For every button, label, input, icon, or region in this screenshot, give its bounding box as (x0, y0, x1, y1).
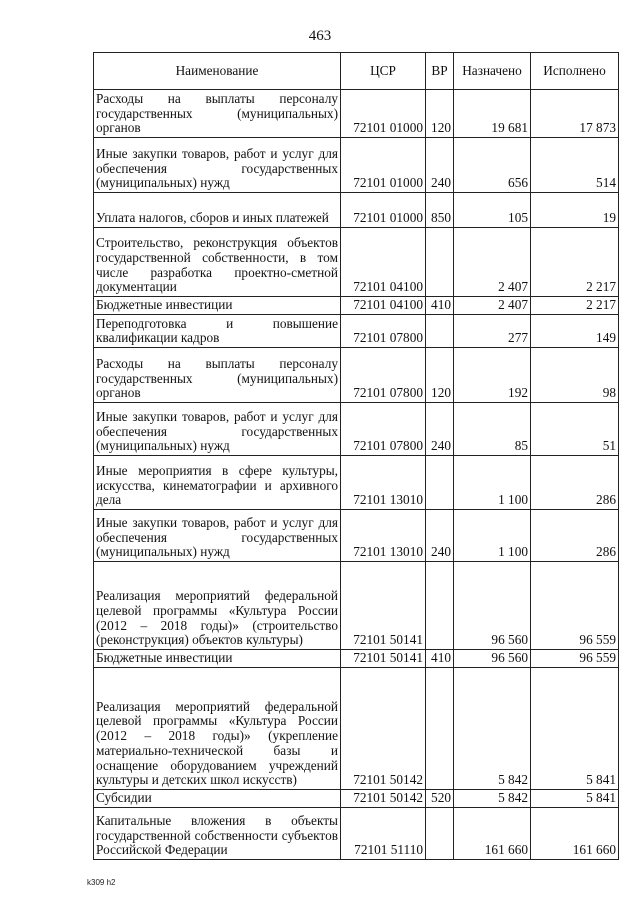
table-row (94, 403, 619, 456)
row-vr (426, 456, 454, 510)
header-csr: ЦСР (341, 53, 426, 90)
row-vr: 520 (426, 790, 454, 808)
row-executed: 2 217 (531, 228, 619, 297)
table-row (94, 193, 619, 228)
table-row (94, 510, 619, 562)
row-assigned: 96 560 (454, 562, 531, 650)
table-row (94, 562, 619, 650)
row-vr: 240 (426, 138, 454, 193)
header-name: Наименование (94, 53, 341, 90)
row-assigned: 5 842 (454, 668, 531, 790)
row-executed: 51 (531, 403, 619, 456)
table-row (94, 348, 619, 403)
row-executed: 17 873 (531, 90, 619, 138)
row-assigned: 5 842 (454, 790, 531, 808)
row-assigned: 1 100 (454, 510, 531, 562)
row-assigned: 2 407 (454, 297, 531, 315)
table-row (94, 650, 619, 668)
row-executed: 286 (531, 510, 619, 562)
row-assigned: 192 (454, 348, 531, 403)
header-assigned: Назначено (454, 53, 531, 90)
row-csr: 72101 04100 (341, 297, 426, 315)
row-csr: 72101 13010 (341, 456, 426, 510)
row-executed: 98 (531, 348, 619, 403)
header-vr: ВР (426, 53, 454, 90)
row-vr (426, 668, 454, 790)
row-executed: 161 660 (531, 808, 619, 860)
table-row (94, 456, 619, 510)
row-csr: 72101 07800 (341, 315, 426, 348)
row-name: Расходы на выплаты персоналу государственных (муниципальных) органов (94, 348, 341, 403)
row-csr: 72101 01000 (341, 90, 426, 138)
row-name: Иные мероприятия в сфере культуры, искусства, кинематографии и архивного дела (94, 456, 341, 510)
row-executed: 19 (531, 193, 619, 228)
budget-table (93, 52, 619, 860)
row-name: Реализация мероприятий федеральной целевой программы «Культура России (2012 – 2018 годы)» (строительство (реконструкция) объектов культуры) (94, 562, 341, 650)
row-csr: 72101 07800 (341, 403, 426, 456)
row-executed: 2 217 (531, 297, 619, 315)
row-vr: 410 (426, 297, 454, 315)
row-assigned: 2 407 (454, 228, 531, 297)
row-name: Реализация мероприятий федеральной целевой программы «Культура России (2012 – 2018 годы)» (укрепление материально-технической базы и оснащение оборудованием учреждений культуры и детских школ искусств) (94, 668, 341, 790)
row-name: Субсидии (94, 790, 341, 808)
row-name: Иные закупки товаров, работ и услуг для обеспечения государственных (муниципальных) нужд (94, 403, 341, 456)
footer-code: k309 h2 (87, 878, 116, 887)
table-header-row (94, 53, 619, 90)
row-vr (426, 562, 454, 650)
row-vr: 240 (426, 510, 454, 562)
row-csr: 72101 13010 (341, 510, 426, 562)
table-row (94, 790, 619, 808)
row-assigned: 96 560 (454, 650, 531, 668)
row-csr: 72101 51110 (341, 808, 426, 860)
row-vr (426, 228, 454, 297)
table-row (94, 138, 619, 193)
table-row (94, 228, 619, 297)
row-assigned: 19 681 (454, 90, 531, 138)
row-vr: 120 (426, 90, 454, 138)
row-vr: 410 (426, 650, 454, 668)
row-assigned: 1 100 (454, 456, 531, 510)
table-row (94, 297, 619, 315)
row-executed: 96 559 (531, 650, 619, 668)
row-executed: 149 (531, 315, 619, 348)
row-vr: 120 (426, 348, 454, 403)
row-assigned: 277 (454, 315, 531, 348)
row-assigned: 656 (454, 138, 531, 193)
row-csr: 72101 04100 (341, 228, 426, 297)
row-csr: 72101 50142 (341, 790, 426, 808)
row-executed: 5 841 (531, 790, 619, 808)
row-assigned: 85 (454, 403, 531, 456)
row-assigned: 161 660 (454, 808, 531, 860)
header-executed: Исполнено (531, 53, 619, 90)
row-executed: 96 559 (531, 562, 619, 650)
row-executed: 514 (531, 138, 619, 193)
row-name: Переподготовка и повышение квалификации кадров (94, 315, 341, 348)
row-name: Иные закупки товаров, работ и услуг для обеспечения государственных (муниципальных) нужд (94, 138, 341, 193)
row-vr: 850 (426, 193, 454, 228)
row-name: Строительство, реконструкция объектов государственной собственности, в том числе разработка проектно-сметной документации (94, 228, 341, 297)
table-row (94, 315, 619, 348)
row-assigned: 105 (454, 193, 531, 228)
row-vr (426, 808, 454, 860)
row-name: Бюджетные инвестиции (94, 650, 341, 668)
row-name: Капитальные вложения в объекты государственной собственности субъектов Российской Федерации (94, 808, 341, 860)
row-csr: 72101 07800 (341, 348, 426, 403)
row-name: Расходы на выплаты персоналу государственных (муниципальных) органов (94, 90, 341, 138)
row-executed: 5 841 (531, 668, 619, 790)
table-row (94, 808, 619, 860)
row-csr: 72101 01000 (341, 138, 426, 193)
row-csr: 72101 01000 (341, 193, 426, 228)
table-row (94, 90, 619, 138)
row-vr (426, 315, 454, 348)
row-name: Бюджетные инвестиции (94, 297, 341, 315)
row-csr: 72101 50141 (341, 562, 426, 650)
row-name: Уплата налогов, сборов и иных платежей (94, 193, 341, 228)
table-row (94, 668, 619, 790)
row-vr: 240 (426, 403, 454, 456)
row-csr: 72101 50141 (341, 650, 426, 668)
row-name: Иные закупки товаров, работ и услуг для обеспечения государственных (муниципальных) нужд (94, 510, 341, 562)
page-number: 463 (308, 28, 332, 44)
row-executed: 286 (531, 456, 619, 510)
row-csr: 72101 50142 (341, 668, 426, 790)
